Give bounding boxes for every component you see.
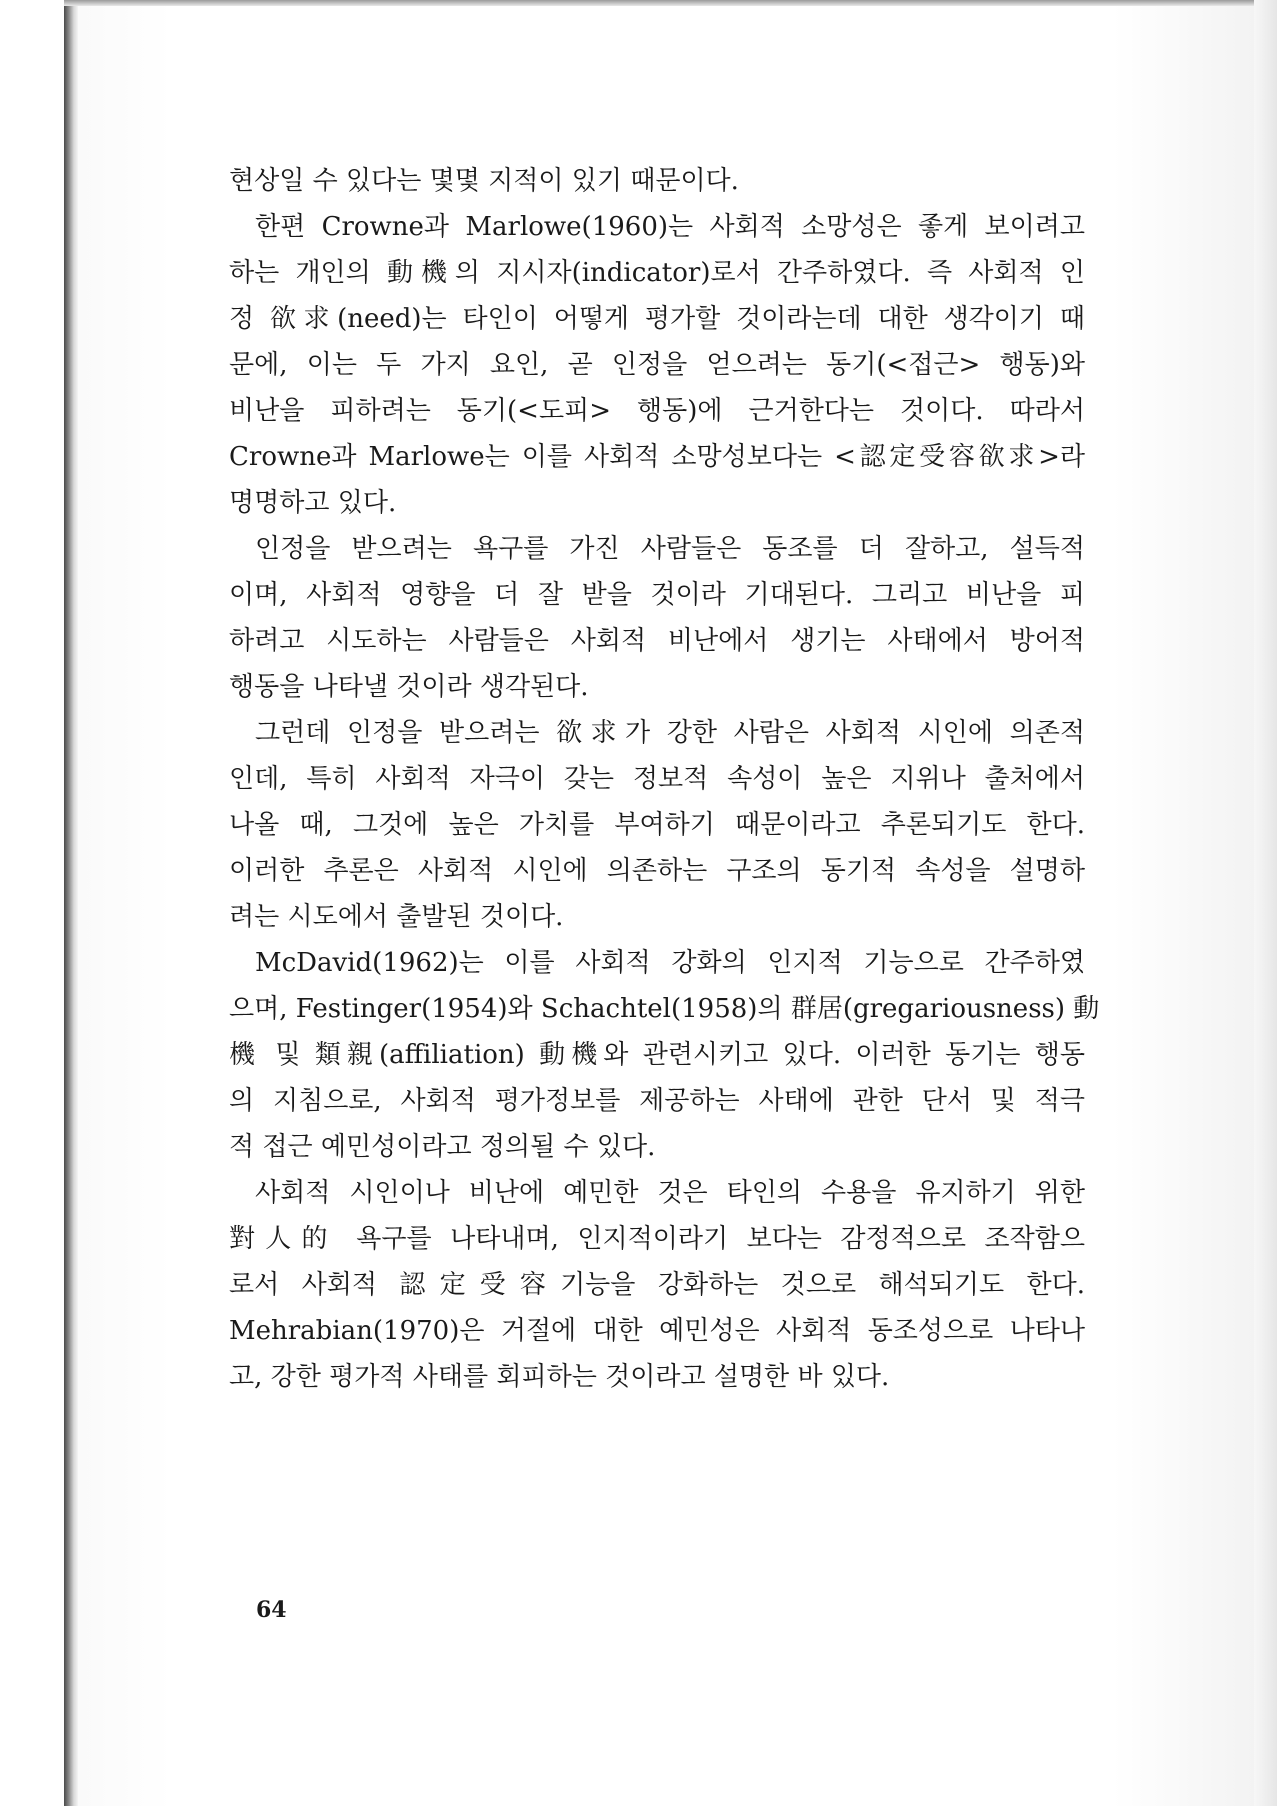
text-line: 현상일 수 있다는 몇몇 지적이 있기 때문이다. bbox=[229, 166, 739, 196]
text-line: 문에, 이는 두 가지 요인, 곧 인정을 얻으려는 동기(<접근> 행동)와 bbox=[229, 350, 1085, 380]
paragraph bbox=[229, 1170, 1085, 1400]
paragraph bbox=[229, 940, 1100, 1170]
text-line: 인정을 받으려는 욕구를 가진 사람들은 동조를 더 잘하고, 설득적 bbox=[255, 534, 1085, 564]
text-line: 이며, 사회적 영향을 더 잘 받을 것이라 기대된다. 그리고 비난을 피 bbox=[229, 580, 1085, 610]
text-line: 이러한 추론은 사회적 시인에 의존하는 구조의 동기적 속성을 설명하 bbox=[229, 856, 1085, 886]
text-line: 사회적 시인이나 비난에 예민한 것은 타인의 수용을 유지하기 위한 bbox=[255, 1178, 1085, 1208]
text-line: 고, 강한 평가적 사태를 회피하는 것이라고 설명한 바 있다. bbox=[229, 1362, 890, 1392]
text-line: 하려고 시도하는 사람들은 사회적 비난에서 생기는 사태에서 방어적 bbox=[229, 626, 1085, 656]
text-line: 행동을 나타낼 것이라 생각된다. bbox=[229, 672, 589, 702]
text-line: 정 欲求(need)는 타인이 어떻게 평가할 것이라는데 대한 생각이기 때 bbox=[229, 304, 1085, 334]
body-text bbox=[229, 158, 1100, 1400]
text-line: 한편 Crowne과 Marlowe(1960)는 사회적 소망성은 좋게 보이려고 bbox=[255, 212, 1085, 242]
text-line: 인데, 특히 사회적 자극이 갖는 정보적 속성이 높은 지위나 출처에서 bbox=[229, 764, 1085, 794]
text-line: 그런데 인정을 받으려는 欲求가 강한 사람은 사회적 시인에 의존적 bbox=[255, 718, 1085, 748]
paragraph bbox=[229, 158, 1085, 204]
text-line: 對人的 욕구를 나타내며, 인지적이라기 보다는 감정적으로 조작함으 bbox=[229, 1224, 1085, 1254]
page-right-shadow bbox=[1254, 0, 1277, 1806]
text-line: 의 지침으로, 사회적 평가정보를 제공하는 사태에 관한 단서 및 적극 bbox=[229, 1086, 1085, 1116]
text-line: 으며, Festinger(1954)와 Schachtel(1958)의 群居(gregariousness) 動 bbox=[229, 994, 1100, 1024]
text-line: 나올 때, 그것에 높은 가치를 부여하기 때문이라고 추론되기도 한다. bbox=[229, 810, 1085, 840]
paragraph bbox=[229, 526, 1085, 710]
text-line: 명명하고 있다. bbox=[229, 488, 397, 518]
book-spine-edge bbox=[64, 0, 78, 1806]
text-line: 하는 개인의 動機의 지시자(indicator)로서 간주하였다. 즉 사회적 인 bbox=[229, 258, 1085, 288]
paragraph bbox=[229, 710, 1085, 940]
text-line: Crowne과 Marlowe는 이를 사회적 소망성보다는 <認定受容欲求>라 bbox=[229, 442, 1085, 472]
text-line: Mehrabian(1970)은 거절에 대한 예민성은 사회적 동조성으로 나타나 bbox=[229, 1316, 1085, 1346]
text-line: McDavid(1962)는 이를 사회적 강화의 인지적 기능으로 간주하였 bbox=[255, 948, 1085, 978]
text-line: 려는 시도에서 출발된 것이다. bbox=[229, 902, 564, 932]
text-line: 로서 사회적 認定受容기능을 강화하는 것으로 해석되기도 한다. bbox=[229, 1270, 1085, 1300]
text-line: 機 및 類親(affiliation) 動機와 관련시키고 있다. 이러한 동기는 행동 bbox=[229, 1040, 1085, 1070]
text-line: 적 접근 예민성이라고 정의될 수 있다. bbox=[229, 1132, 656, 1162]
page-number: 64 bbox=[256, 1597, 287, 1623]
paragraph bbox=[229, 204, 1085, 526]
text-line: 비난을 피하려는 동기(<도피> 행동)에 근거한다는 것이다. 따라서 bbox=[229, 396, 1085, 426]
